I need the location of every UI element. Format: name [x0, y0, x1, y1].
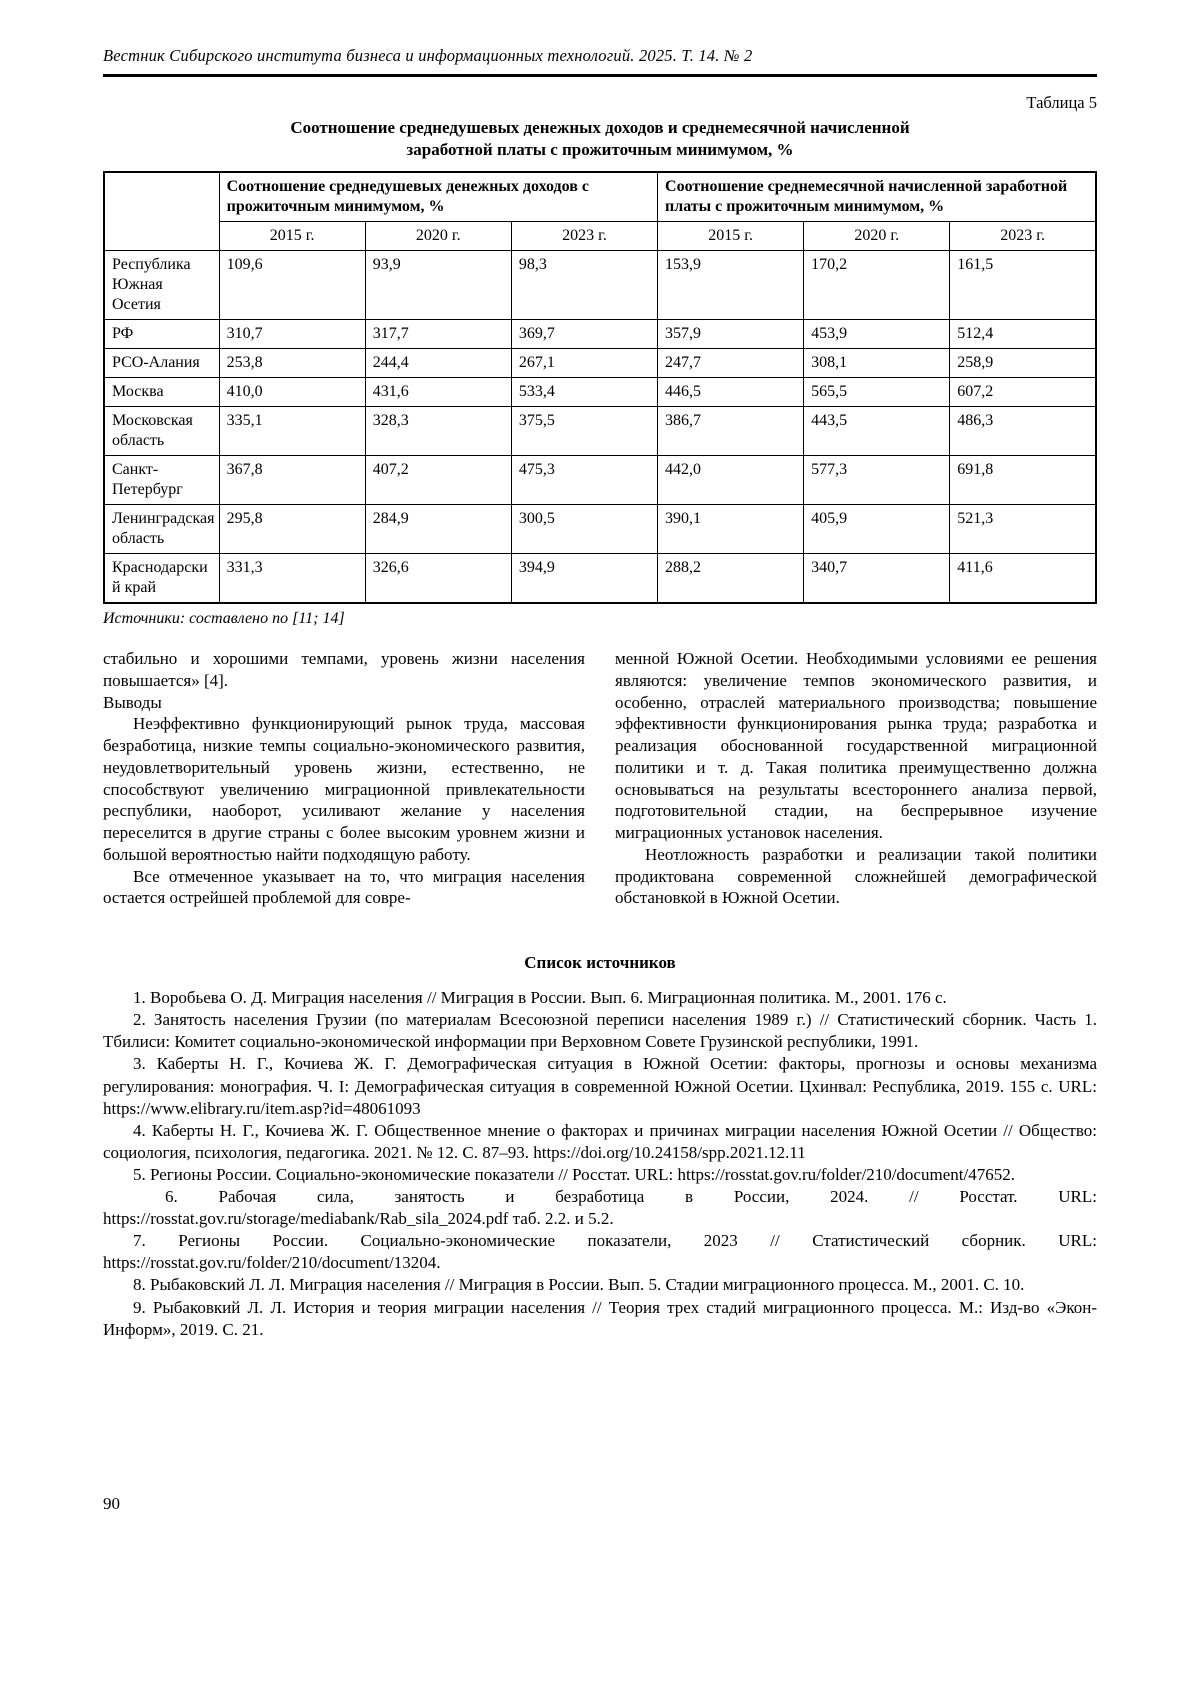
region-label: РСО-Алания — [104, 349, 219, 378]
table-cell: 390,1 — [658, 505, 804, 554]
left-column — [103, 648, 585, 909]
table-cell: 533,4 — [511, 378, 657, 407]
region-label: Республика Южная Осетия — [104, 251, 219, 320]
reference-item: 4. Каберты Н. Г., Кочиева Ж. Г. Общественное мнение о факторах и причинах миграции населения Южной Осетии // Общество: социология, психология, педагогика. 2021. № 12. С. 87–93. https://doi.org/10.24158/spp.2021.12.11 — [103, 1120, 1097, 1162]
reference-item: 9. Рыбаковкий Л. Л. История и теория миграции населения // Теория трех стадий миграционного процесса. М.: Изд-во «Экон-Информ», 2019. С. 21. — [103, 1297, 1097, 1339]
table-cell: 340,7 — [804, 554, 950, 604]
table-cell: 407,2 — [365, 456, 511, 505]
region-label: Ленинградская область — [104, 505, 219, 554]
year-header: 2015 г. — [658, 222, 804, 251]
table-cell: 153,9 — [658, 251, 804, 320]
data-table — [103, 171, 1097, 604]
table-cell: 521,3 — [950, 505, 1096, 554]
header-rule — [103, 74, 1097, 77]
body-paragraph: Выводы — [103, 692, 162, 712]
table-cell: 512,4 — [950, 320, 1096, 349]
reference-item: 7. Регионы России. Социально-экономические показатели, 2023 // Статистический сборник. URL: https://rosstat.gov.ru/folder/210/document/13204. — [103, 1231, 1097, 1273]
reference-item: 2. Занятость населения Грузии (по материалам Всесоюзной переписи населения 1989 г.) // Статистический сборник. Часть 1. Тбилиси: Комитет социально-экономической информации при Верховном Совете Грузинской республики, 1991. — [103, 1010, 1097, 1052]
table-caption-label: Таблица 5 — [1026, 93, 1097, 112]
table-cell: 607,2 — [950, 378, 1096, 407]
table-cell: 335,1 — [219, 407, 365, 456]
table-cell: 284,9 — [365, 505, 511, 554]
table-row — [104, 554, 1096, 604]
table-row — [104, 349, 1096, 378]
table-cell: 295,8 — [219, 505, 365, 554]
table-cell: 443,5 — [804, 407, 950, 456]
table-cell: 375,5 — [511, 407, 657, 456]
table-cell: 577,3 — [804, 456, 950, 505]
table-cell: 331,3 — [219, 554, 365, 604]
region-label: Санкт-Петербург — [104, 456, 219, 505]
region-label: РФ — [104, 320, 219, 349]
table-corner-cell — [104, 172, 219, 251]
table-cell: 386,7 — [658, 407, 804, 456]
reference-item: 5. Регионы России. Социально-экономические показатели // Росстат. URL: https://rosstat.gov.ru/folder/210/document/47652. — [133, 1164, 1015, 1184]
region-label: Москва — [104, 378, 219, 407]
table-cell: 475,3 — [511, 456, 657, 505]
reference-item: 1. Воробьева О. Д. Миграция населения // Миграция в России. Вып. 6. Миграционная политика. М., 2001. 176 с. — [133, 988, 947, 1008]
table-year-header-row — [104, 222, 1096, 251]
table-cell: 170,2 — [804, 251, 950, 320]
table-cell: 326,6 — [365, 554, 511, 604]
table-body — [104, 251, 1096, 604]
table-row — [104, 407, 1096, 456]
table-row — [104, 456, 1096, 505]
table-cell: 317,7 — [365, 320, 511, 349]
table-group-header-row — [104, 172, 1096, 222]
table-cell: 431,6 — [365, 378, 511, 407]
table-cell: 267,1 — [511, 349, 657, 378]
reference-item: 6. Рабочая сила, занятость и безработица в России, 2024. // Росстат. URL: https://rosstat.gov.ru/storage/mediabank/Rab_sila_2024.pdf таб. 2.2. и 5.2. — [103, 1187, 1097, 1229]
references-list — [103, 987, 1097, 1341]
table-cell: 565,5 — [804, 378, 950, 407]
table-cell: 310,7 — [219, 320, 365, 349]
table-cell: 405,9 — [804, 505, 950, 554]
table-cell: 486,3 — [950, 407, 1096, 456]
table-cell: 247,7 — [658, 349, 804, 378]
year-header: 2020 г. — [365, 222, 511, 251]
table-cell: 258,9 — [950, 349, 1096, 378]
body-paragraph: стабильно и хорошими темпами, уровень жизни населения повышается» [4]. — [103, 649, 585, 690]
body-columns — [103, 648, 1097, 909]
table-cell: 453,9 — [804, 320, 950, 349]
table-row — [104, 320, 1096, 349]
table-cell: 369,7 — [511, 320, 657, 349]
region-label: Московская область — [104, 407, 219, 456]
table-cell: 328,3 — [365, 407, 511, 456]
table-cell: 109,6 — [219, 251, 365, 320]
body-paragraph: Все отмеченное указывает на то, что миграция населения остается острейшей проблемой для совре- — [103, 866, 585, 908]
table-cell: 691,8 — [950, 456, 1096, 505]
year-header: 2020 г. — [804, 222, 950, 251]
right-column — [615, 648, 1097, 909]
table-row — [104, 378, 1096, 407]
table-cell: 367,8 — [219, 456, 365, 505]
page-number: 90 — [103, 1494, 120, 1513]
table-cell: 253,8 — [219, 349, 365, 378]
table-row — [104, 505, 1096, 554]
table-title: Соотношение среднедушевых денежных доходов и среднемесячной начисленной заработной платы с прожиточным минимумом, % — [290, 118, 910, 160]
table-cell: 161,5 — [950, 251, 1096, 320]
table-cell: 300,5 — [511, 505, 657, 554]
table-cell: 411,6 — [950, 554, 1096, 604]
body-paragraph: Неотложность разработки и реализации такой политики продиктована современной сложнейшей демографической обстановкой в Южной Осетии. — [615, 844, 1097, 908]
group-header-income: Соотношение среднедушевых денежных доходов с прожиточным минимумом, % — [219, 172, 657, 222]
region-label: Краснодарский край — [104, 554, 219, 604]
table-cell: 394,9 — [511, 554, 657, 604]
table-cell: 288,2 — [658, 554, 804, 604]
table-cell: 446,5 — [658, 378, 804, 407]
table-row — [104, 251, 1096, 320]
table-cell: 442,0 — [658, 456, 804, 505]
year-header: 2015 г. — [219, 222, 365, 251]
year-header: 2023 г. — [950, 222, 1096, 251]
table-cell: 308,1 — [804, 349, 950, 378]
references-heading: Список источников — [524, 953, 676, 973]
table-cell: 410,0 — [219, 378, 365, 407]
year-header: 2023 г. — [511, 222, 657, 251]
reference-item: 8. Рыбаковский Л. Л. Миграция населения // Миграция в России. Вып. 5. Стадии миграционного процесса. М., 2001. С. 10. — [133, 1275, 1025, 1295]
table-cell: 244,4 — [365, 349, 511, 378]
body-paragraph: менной Южной Осетии. Необходимыми условиями ее решения являются: увеличение темпов экономического развития, и особенно, отраслей материального производства; повышение эффективности функционирования рынка труда; разработка и реализация обоснованной государственной миграционной политики и т. д. Такая политика преимущественно должна основываться на результаты всестороннего анализа первой, подготовительной стадии, на беспрерывное изучение миграционных установок населения. — [615, 649, 1097, 843]
reference-item: 3. Каберты Н. Г., Кочиева Ж. Г. Демографическая ситуация в Южной Осетии: факторы, прогнозы и основы механизма регулирования: монография. Ч. I: Демографическая ситуация в современной Южной Осетии. Цхинвал: Республика, 2019. 155 с. URL: https://www.elibrary.ru/item.asp?id=48061093 — [103, 1054, 1097, 1118]
table-cell: 93,9 — [365, 251, 511, 320]
journal-running-header: Вестник Сибирского института бизнеса и информационных технологий. 2025. Т. 14. № 2 — [103, 46, 753, 65]
group-header-wage: Соотношение среднемесячной начисленной заработной платы с прожиточным минимумом, % — [658, 172, 1096, 222]
body-paragraph: Неэффективно функционирующий рынок труда, массовая безработица, низкие темпы социально-экономического развития, неудовлетворительный уровень жизни, естественно, не способствуют увеличению миграционной привлекательности республики, наоборот, усиливают желание у населения переселится в другие страны с более высоким уровнем жизни и большой вероятностью найти подходящую работу. — [103, 714, 585, 864]
table-cell: 98,3 — [511, 251, 657, 320]
table-source-note: Источники: составлено по [11; 14] — [103, 610, 345, 628]
table-cell: 357,9 — [658, 320, 804, 349]
